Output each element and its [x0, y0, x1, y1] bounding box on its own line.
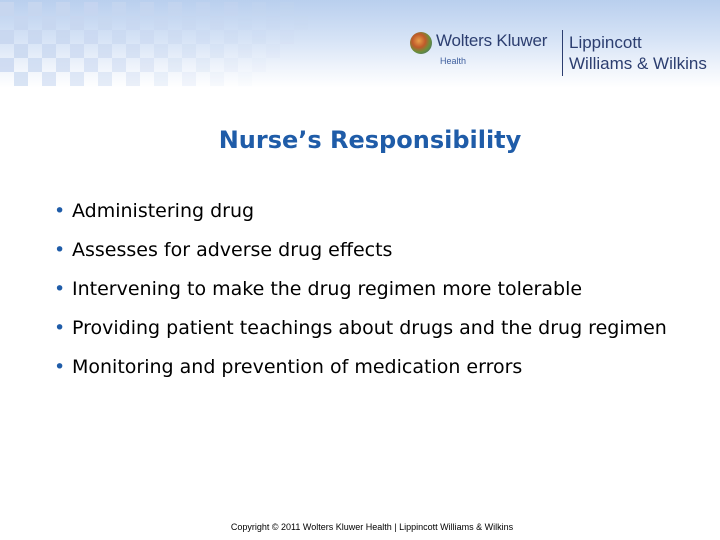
bullet-marker: •: [54, 317, 66, 339]
checker-square: [238, 72, 252, 86]
bullet-item: [54, 199, 694, 223]
checker-square: [224, 2, 238, 16]
checker-square: [112, 2, 126, 16]
checker-pattern: [0, 0, 330, 92]
checker-square: [238, 16, 252, 30]
checker-square: [112, 30, 126, 44]
checker-square: [280, 2, 294, 16]
checker-square: [154, 44, 168, 58]
checker-square: [294, 16, 308, 30]
checker-square: [0, 30, 14, 44]
logo-partner-line2: Williams & Wilkins: [569, 54, 707, 73]
checker-square: [238, 44, 252, 58]
checker-square: [140, 30, 154, 44]
checker-square: [252, 30, 266, 44]
checker-square: [252, 2, 266, 16]
checker-square: [168, 58, 182, 72]
bullet-text: Assesses for adverse drug effects: [72, 239, 393, 261]
bullet-marker: •: [54, 200, 66, 222]
bullet-item: [54, 355, 694, 379]
bullet-marker: •: [54, 356, 66, 378]
checker-square: [14, 44, 28, 58]
bullet-item: [54, 316, 694, 340]
checker-square: [210, 72, 224, 86]
checker-square: [266, 44, 280, 58]
checker-square: [126, 44, 140, 58]
checker-square: [0, 58, 14, 72]
checker-square: [84, 58, 98, 72]
bullet-list: [54, 199, 694, 394]
checker-square: [42, 44, 56, 58]
checker-square: [14, 16, 28, 30]
bullet-marker: •: [54, 239, 66, 261]
globe-icon: [410, 32, 432, 54]
checker-square: [112, 58, 126, 72]
checker-square: [70, 44, 84, 58]
checker-square: [140, 2, 154, 16]
checker-square: [98, 72, 112, 86]
checker-square: [210, 44, 224, 58]
checker-square: [98, 16, 112, 30]
checker-square: [98, 44, 112, 58]
bullet-marker: •: [54, 278, 66, 300]
checker-square: [168, 30, 182, 44]
publisher-logo: [406, 28, 718, 80]
checker-square: [266, 16, 280, 30]
checker-square: [28, 2, 42, 16]
checker-square: [182, 44, 196, 58]
checker-square: [14, 72, 28, 86]
checker-square: [84, 2, 98, 16]
checker-square: [42, 72, 56, 86]
logo-brand: Wolters Kluwer: [436, 31, 548, 50]
checker-square: [224, 30, 238, 44]
checker-square: [182, 16, 196, 30]
checker-square: [42, 16, 56, 30]
checker-square: [84, 30, 98, 44]
checker-square: [196, 58, 210, 72]
bullet-text: Intervening to make the drug regimen more tolerable: [72, 278, 583, 300]
checker-square: [224, 58, 238, 72]
checker-square: [56, 2, 70, 16]
logo-divider: [562, 30, 563, 76]
checker-square: [28, 58, 42, 72]
checker-square: [154, 72, 168, 86]
checker-square: [168, 2, 182, 16]
bullet-text: Administering drug: [72, 200, 255, 222]
checker-square: [196, 2, 210, 16]
checker-square: [126, 72, 140, 86]
bullet-text: Providing patient teachings about drugs and the drug regimen: [72, 317, 667, 339]
checker-square: [70, 16, 84, 30]
checker-square: [252, 58, 266, 72]
checker-square: [196, 30, 210, 44]
checker-square: [28, 30, 42, 44]
bullet-item: [54, 238, 694, 262]
checker-square: [70, 72, 84, 86]
checker-square: [280, 30, 294, 44]
checker-square: [56, 58, 70, 72]
slide-title: Nurse’s Responsibility: [218, 126, 522, 154]
checker-square: [0, 2, 14, 16]
checker-square: [154, 16, 168, 30]
checker-square: [126, 16, 140, 30]
footer-copyright: Copyright © 2011 Wolters Kluwer Health | Lippincott Williams & Wilkins: [230, 522, 514, 532]
checker-square: [140, 58, 154, 72]
bullet-text: Monitoring and prevention of medication errors: [72, 356, 523, 378]
checker-square: [182, 72, 196, 86]
checker-square: [210, 16, 224, 30]
logo-sub: Health: [440, 56, 467, 66]
checker-square: [56, 30, 70, 44]
logo-partner-line1: Lippincott: [569, 33, 642, 52]
bullet-item: [54, 277, 694, 301]
